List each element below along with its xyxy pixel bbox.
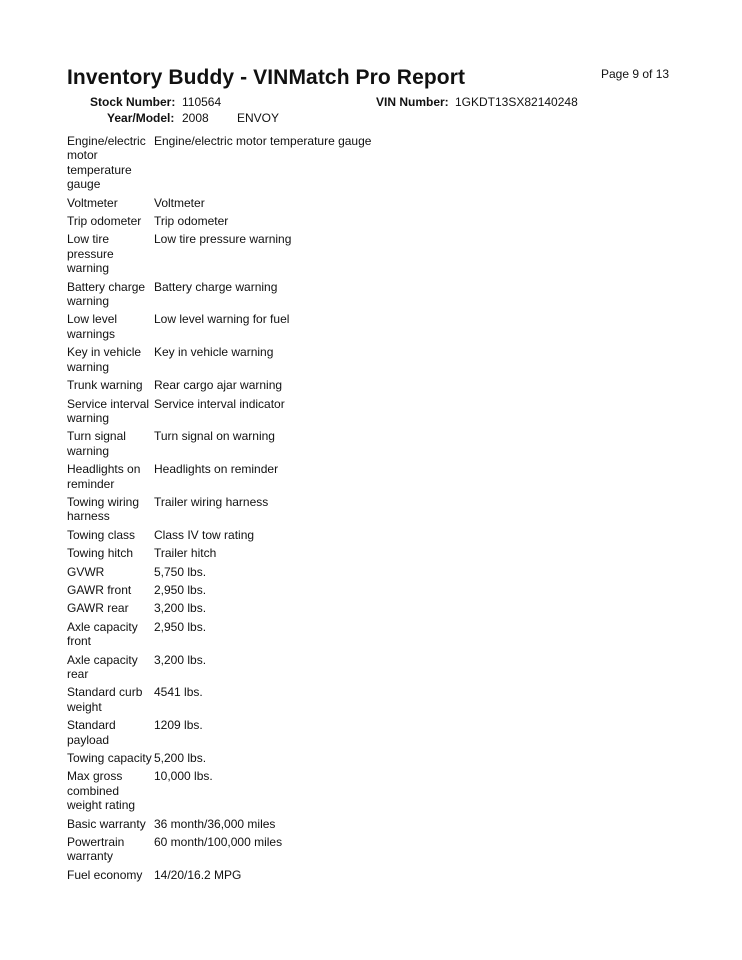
spec-row [67, 397, 467, 430]
spec-value: 2,950 lbs. [154, 619, 207, 634]
spec-value: 2,950 lbs. [154, 582, 207, 597]
spec-value: 4541 lbs. [154, 685, 203, 700]
spec-row [67, 546, 467, 564]
spec-value: 60 month/100,000 miles [154, 835, 283, 850]
spec-value: Key in vehicle warning [154, 345, 274, 360]
spec-value: Battery charge warning [154, 279, 278, 294]
spec-label: Trip odometer [67, 214, 142, 229]
spec-value: Engine/electric motor temperature gauge [154, 134, 372, 148]
spec-label: Battery charge warning [67, 279, 146, 309]
page-number: Page 9 of 13 [601, 67, 670, 81]
spec-row [67, 378, 467, 396]
spec-row [67, 345, 467, 378]
spec-label: Towing capacity [67, 751, 152, 766]
stock-number-value: 110564 [182, 95, 222, 109]
spec-value: Headlights on reminder [154, 462, 279, 477]
spec-label: Max gross combined weight rating [67, 769, 136, 813]
spec-label: Towing wiring harness [67, 494, 140, 524]
spec-value: 5,750 lbs. [154, 564, 207, 579]
spec-row [67, 835, 467, 868]
year-model-label: Year/Model: [107, 111, 175, 125]
spec-label: Low tire pressure warning [67, 232, 114, 276]
spec-label: Service interval warning [67, 396, 150, 425]
spec-label: Powertrain warranty [67, 835, 125, 864]
spec-value: 36 month/36,000 miles [154, 816, 276, 831]
spec-label: Towing class [67, 527, 136, 542]
spec-row [67, 685, 467, 718]
spec-value: Voltmeter [154, 195, 205, 210]
spec-value: Low tire pressure warning [154, 232, 292, 247]
spec-row [67, 312, 467, 345]
spec-row [67, 583, 467, 601]
spec-value: Class IV tow rating [154, 527, 255, 542]
spec-label: Engine/electric motor temperature gauge [67, 134, 146, 192]
spec-label: Voltmeter [67, 195, 118, 210]
stock-number-label: Stock Number: [90, 95, 176, 109]
spec-value: 14/20/16.2 MPG [154, 867, 242, 882]
spec-row [67, 462, 467, 495]
spec-value: Low level warning for fuel [154, 312, 290, 327]
spec-row [67, 751, 467, 769]
report-title: Inventory Buddy - VINMatch Pro Report [67, 66, 466, 89]
spec-value: 10,000 lbs. [154, 769, 213, 784]
spec-label: Standard payload [67, 718, 116, 747]
spec-label: Basic warranty [67, 816, 146, 831]
spec-value: Trailer hitch [154, 546, 217, 561]
spec-row [67, 868, 467, 886]
spec-label: GAWR rear [67, 601, 129, 616]
spec-table [67, 134, 467, 886]
spec-label: Trunk warning [67, 378, 143, 393]
spec-row [67, 196, 467, 214]
spec-value: Turn signal on warning [154, 429, 275, 444]
spec-value: Service interval indicator [154, 396, 285, 411]
spec-row [67, 528, 467, 546]
spec-label: Headlights on reminder [67, 462, 141, 491]
spec-row [67, 214, 467, 232]
vin-number-value: 1GKDT13SX82140248 [455, 95, 578, 109]
spec-label: Axle capacity rear [67, 652, 138, 681]
spec-row [67, 232, 467, 279]
spec-label: Axle capacity front [67, 619, 138, 649]
spec-value: Trip odometer [154, 214, 229, 229]
spec-label: Key in vehicle warning [67, 345, 142, 374]
spec-row [67, 495, 467, 528]
spec-label: GAWR front [67, 582, 132, 597]
spec-row [67, 601, 467, 619]
spec-label: Fuel economy [67, 867, 143, 882]
spec-value: 3,200 lbs. [154, 601, 207, 616]
spec-label: GVWR [67, 564, 105, 579]
spec-label: Turn signal warning [67, 429, 126, 458]
spec-value: 5,200 lbs. [154, 751, 207, 766]
spec-row [67, 134, 467, 196]
spec-row [67, 718, 467, 751]
spec-row [67, 280, 467, 313]
spec-value: Rear cargo ajar warning [154, 378, 283, 393]
spec-row [67, 769, 467, 816]
spec-row [67, 653, 467, 686]
spec-value: 1209 lbs. [154, 718, 203, 733]
spec-row [67, 620, 467, 653]
vin-number-label: VIN Number: [376, 95, 449, 109]
spec-label: Low level warnings [67, 312, 118, 341]
spec-label: Standard curb weight [67, 685, 143, 714]
spec-row [67, 817, 467, 835]
spec-value: 3,200 lbs. [154, 652, 207, 667]
spec-row [67, 429, 467, 462]
spec-row [67, 565, 467, 583]
model-value: ENVOY [237, 111, 280, 125]
spec-value: Trailer wiring harness [154, 494, 269, 509]
spec-label: Towing hitch [67, 546, 134, 561]
year-value: 2008 [182, 111, 209, 125]
